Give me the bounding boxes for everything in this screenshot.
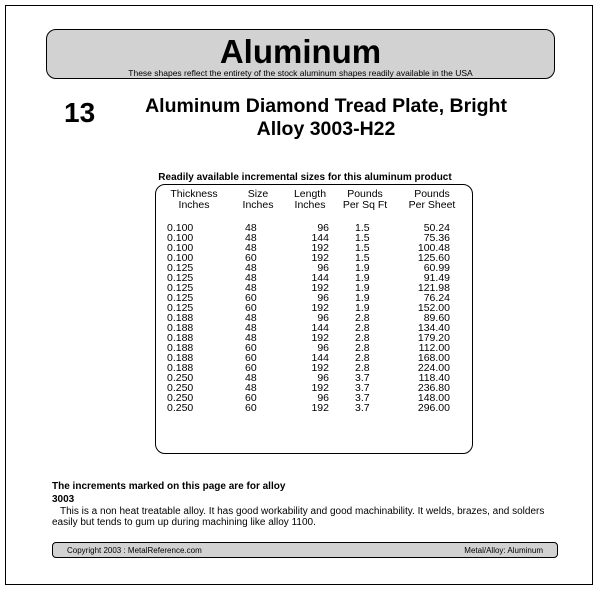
table-cell: 3.7 <box>355 372 370 384</box>
column-cells <box>232 223 284 413</box>
table-cell: 168.00 <box>417 352 450 364</box>
column-cells <box>336 223 394 413</box>
table-cell: 148.00 <box>417 392 450 404</box>
table-cell: 1.9 <box>355 272 370 284</box>
column-header-line: Thickness <box>170 188 218 200</box>
column-header-length <box>286 189 334 211</box>
table-cell: 144 <box>311 272 329 284</box>
table-cell: 96 <box>317 312 329 324</box>
table-cell: 1.9 <box>355 302 370 314</box>
table-cell: 192 <box>311 362 329 374</box>
header-subtitle: These shapes reflect the entirety of the stock aluminum shapes readily available in the USA <box>128 68 473 78</box>
column-header-line: Per Sheet <box>408 199 456 211</box>
column-header-line: Inches <box>178 199 210 211</box>
column-cells <box>396 223 468 413</box>
table-cell: 0.125 <box>167 292 194 304</box>
table-cell: 121.98 <box>417 282 450 294</box>
table-cell: 1.5 <box>355 232 370 244</box>
sizes-table <box>155 184 473 454</box>
table-cell: 0.188 <box>167 332 194 344</box>
table-cell: 192 <box>311 242 329 254</box>
table-cell: 0.125 <box>167 282 194 294</box>
table-cell: 2.8 <box>355 322 370 334</box>
table-cell: 48 <box>245 322 257 334</box>
table-cell: 3.7 <box>355 402 370 414</box>
table-cell: 76.24 <box>423 292 450 304</box>
column-pounds-per-sqft <box>336 189 394 413</box>
table-cell: 0.250 <box>167 372 194 384</box>
table-cell: 60 <box>245 392 257 404</box>
footer-copyright: Copyright 2003 : MetalReference.com <box>67 546 202 555</box>
column-header-pounds-per-sheet <box>396 189 468 211</box>
table-cell: 0.100 <box>167 252 194 264</box>
column-length <box>286 189 334 413</box>
column-header-line: Per Sq Ft <box>342 199 388 211</box>
table-cell: 192 <box>311 252 329 264</box>
table-cell: 2.8 <box>355 312 370 324</box>
column-cells <box>159 223 229 413</box>
column-header-line: Size <box>247 188 269 200</box>
item-title-line2: Alloy 3003-H22 <box>256 118 396 140</box>
table-cell: 2.8 <box>355 332 370 344</box>
table-cell: 134.40 <box>417 322 450 334</box>
column-header-line: Inches <box>242 199 274 211</box>
table-cell: 179.20 <box>417 332 450 344</box>
table-cell: 96 <box>317 342 329 354</box>
table-cell: 96 <box>317 372 329 384</box>
table-cell: 0.125 <box>167 302 194 314</box>
table-cell: 236.80 <box>417 382 450 394</box>
table-cell: 0.100 <box>167 242 194 254</box>
table-cell: 48 <box>245 382 257 394</box>
table-cell: 1.9 <box>355 292 370 304</box>
table-cell: 0.100 <box>167 222 194 234</box>
table-cell: 96 <box>317 292 329 304</box>
column-header-line: Pounds <box>347 188 383 200</box>
table-cell: 192 <box>311 402 329 414</box>
table-cell: 3.7 <box>355 382 370 394</box>
table-cell: 125.60 <box>417 252 450 264</box>
table-cell: 2.8 <box>355 362 370 374</box>
table-cell: 2.8 <box>355 342 370 354</box>
table-cell: 0.125 <box>167 262 194 274</box>
header-title: Aluminum <box>219 33 382 70</box>
table-cell: 75.36 <box>423 232 450 244</box>
table-cell: 0.100 <box>167 232 194 244</box>
table-cell: 60.99 <box>423 262 450 274</box>
column-header-thickness <box>159 189 229 211</box>
footer-category: Metal/Alloy: Aluminum <box>464 546 543 555</box>
table-cell: 224.00 <box>417 362 450 374</box>
table-cell: 1.5 <box>355 242 370 254</box>
table-caption: Readily available incremental sizes for this aluminum product <box>158 172 452 183</box>
table-cell: 0.250 <box>167 402 194 414</box>
alloy-description: This is a non heat treatable alloy. It has good workability and good machinability. It welds, brazes, and solders easily but tends to gum up during machining like alloy 1100. <box>52 506 545 528</box>
table-cell: 1.9 <box>355 262 370 274</box>
table-cell: 48 <box>245 372 257 384</box>
table-cell: 60 <box>245 362 257 374</box>
table-cell: 2.8 <box>355 352 370 364</box>
table-cell: 0.250 <box>167 392 194 404</box>
table-cell: 60 <box>245 402 257 414</box>
alloy-name: 3003 <box>52 494 75 505</box>
table-cell: 192 <box>311 332 329 344</box>
table-cell: 91.49 <box>423 272 450 284</box>
item-title-line1: Aluminum Diamond Tread Plate, Bright <box>145 95 507 117</box>
table-cell: 192 <box>311 302 329 314</box>
table-cell: 1.5 <box>355 222 370 234</box>
header-banner <box>46 29 555 79</box>
table-cell: 0.250 <box>167 382 194 394</box>
footer-bar <box>52 542 558 558</box>
table-cell: 48 <box>245 232 257 244</box>
table-cell: 50.24 <box>423 222 450 234</box>
table-cell: 48 <box>245 272 257 284</box>
table-cell: 60 <box>245 292 257 304</box>
table-cell: 89.60 <box>423 312 450 324</box>
notes-heading: The increments marked on this page are for alloy <box>52 481 286 492</box>
column-size <box>232 189 284 413</box>
column-pounds-per-sheet <box>396 189 468 413</box>
table-cell: 0.188 <box>167 322 194 334</box>
table-cell: 0.188 <box>167 352 194 364</box>
table-cell: 48 <box>245 222 257 234</box>
table-cell: 144 <box>311 352 329 364</box>
table-cell: 96 <box>317 262 329 274</box>
table-cell: 96 <box>317 392 329 404</box>
table-cell: 1.9 <box>355 282 370 294</box>
table-cell: 100.48 <box>417 242 450 254</box>
column-header-line: Length <box>293 188 327 200</box>
column-header-line: Inches <box>294 199 326 211</box>
item-title <box>102 95 550 141</box>
table-cell: 296.00 <box>417 402 450 414</box>
table-cell: 96 <box>317 222 329 234</box>
column-header-size <box>232 189 284 211</box>
table-cell: 0.188 <box>167 342 194 354</box>
item-number: 13 <box>64 97 96 128</box>
table-cell: 118.40 <box>418 372 450 384</box>
table-cell: 60 <box>245 352 257 364</box>
table-cell: 1.5 <box>355 252 370 264</box>
table-cell: 60 <box>245 342 257 354</box>
table-cell: 3.7 <box>355 392 370 404</box>
table-cell: 0.188 <box>167 312 194 324</box>
table-cell: 48 <box>245 242 257 254</box>
column-cells <box>286 223 334 413</box>
table-cell: 48 <box>245 282 257 294</box>
table-cell: 60 <box>245 302 257 314</box>
column-thickness <box>159 189 229 413</box>
column-header-line: Pounds <box>414 188 450 200</box>
column-header-pounds-per-sqft <box>336 189 394 211</box>
table-cell: 0.125 <box>167 272 194 284</box>
table-cell: 0.188 <box>167 362 194 374</box>
table-cell: 48 <box>245 312 257 324</box>
table-cell: 152.00 <box>417 302 450 314</box>
table-cell: 144 <box>311 232 329 244</box>
table-cell: 192 <box>311 382 329 394</box>
table-cell: 48 <box>245 262 257 274</box>
table-cell: 192 <box>311 282 329 294</box>
table-cell: 144 <box>311 322 329 334</box>
table-cell: 60 <box>245 252 257 264</box>
table-cell: 48 <box>245 332 257 344</box>
table-cell: 112.00 <box>418 342 450 354</box>
